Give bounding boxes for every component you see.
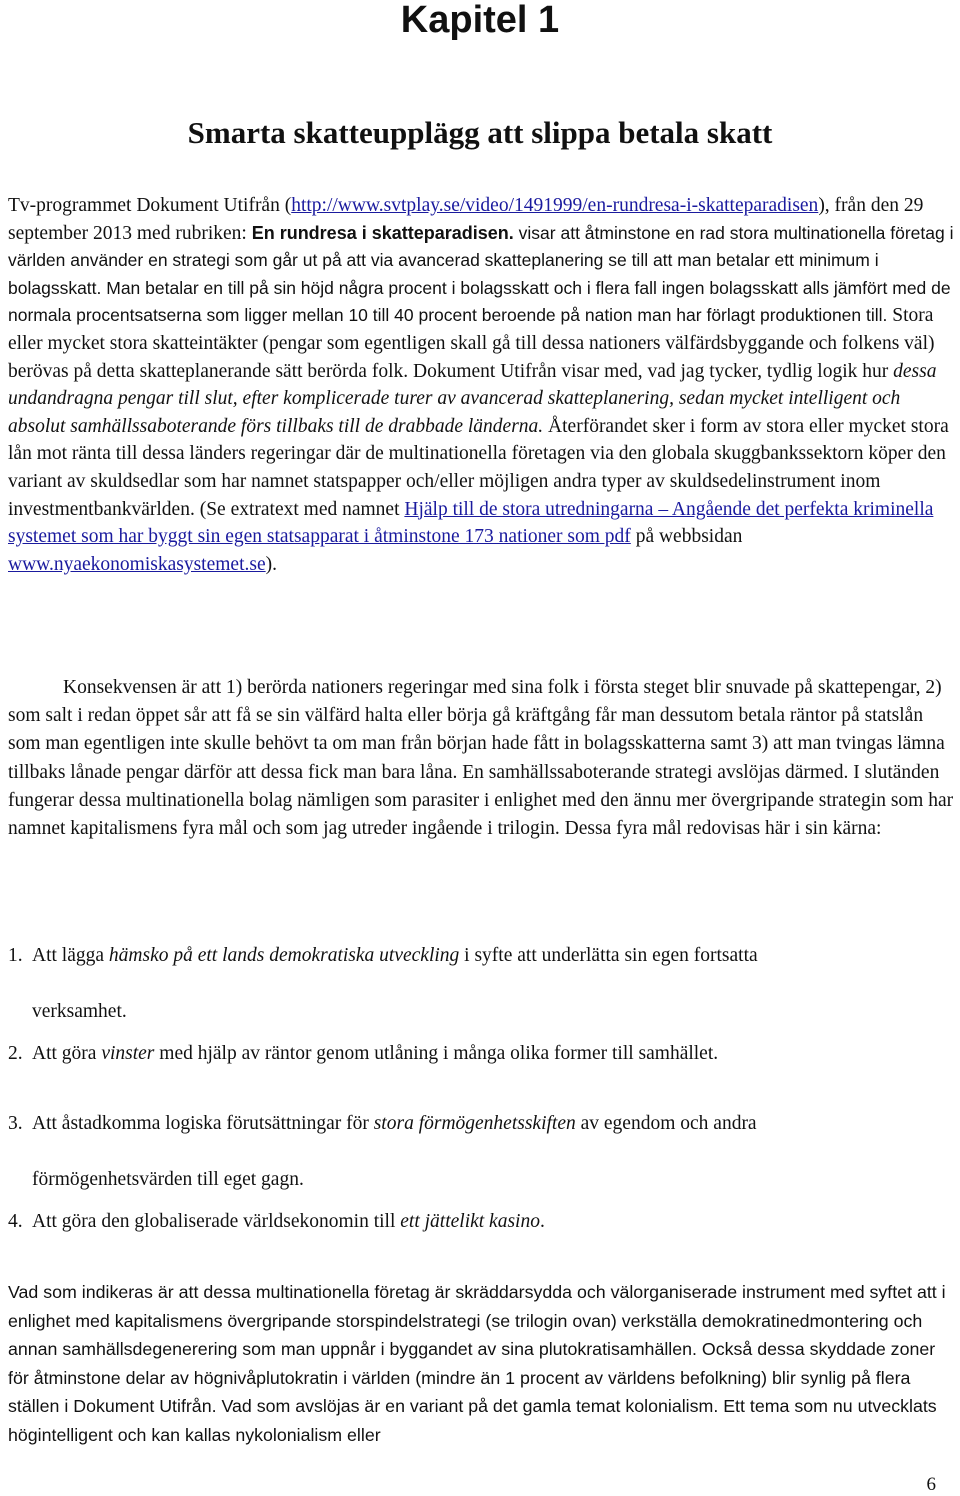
after-link-text: på webbsidan xyxy=(630,526,743,548)
list-italic: vinster xyxy=(101,1043,155,1064)
italic-text: dessa undandragna pengar till slut, efter komplicerade turer av avancerad skatteplanering, sedan mycket intelligent och absolut samhällssaboterande förs tillbaks till de drabbade länderna. xyxy=(8,360,937,437)
list-continuation: verksamhet. xyxy=(32,1001,127,1022)
list-text: Att åstadkomma logiska förutsättningar för xyxy=(32,1113,374,1134)
list-text: Att lägga xyxy=(32,945,109,966)
section-title: Smarta skatteupplägg att slippa betala skatt xyxy=(187,115,773,150)
list-text: Att göra xyxy=(32,1043,102,1064)
list-text-after: . xyxy=(539,1211,545,1232)
sans-text: visar att åtminstone en rad stora multinationella företag i världen använder en strategi som går ut på att via avancerad skatteplanering se till att man betalar ett minimum i bolagsskatt. Man betalar en till på sin höjd några procent i bolagsskatt och i flera fall ingen bolagsskatt alls jämfört med de normala procentsatserna som ligger mellan 10 till 40 procent beroende på nation man har förlagt produktionen till. xyxy=(8,222,954,326)
chapter-title: Kapitel 1 xyxy=(400,0,560,41)
list-item-4 xyxy=(8,1208,954,1236)
list-item-3 xyxy=(8,1096,954,1208)
list-number: 2. xyxy=(8,1043,23,1064)
list-text: Att göra den globaliserade världsekonomin till xyxy=(32,1211,401,1232)
list-italic: ett jättelikt kasino xyxy=(400,1211,540,1232)
list-text-after: med hjälp av räntor genom utlåning i många olika former till samhället. xyxy=(154,1043,719,1064)
website-link[interactable]: www.nyaekonomiskasystemet.se xyxy=(8,553,266,575)
paragraph-consequence xyxy=(8,674,954,843)
list-number: 4. xyxy=(8,1211,23,1232)
list-italic: stora förmögenhetsskiften xyxy=(373,1113,576,1134)
paragraph-indication: Vad som indikeras är att dessa multinationella företag är skräddarsydda och välorganiserade instrument med syftet att i enlighet med kapitalismens övergripande storspindelstrategi (se trilogin ovan) verkställa demokratinedmontering och annan samhällsdegenerering som man uppnår i byggandet av sina plutokratisamhällen. Också dessa skyddade zoner för åtminstone delar av högnivåplutokratin i världen (mindre än 1 procent av världens befolkning) blir synlig på flera ställen i Dokument Utifrån. Vad som avslöjas är en variant på det gamla temat kolonialism. Ett tema som nu utvecklats högintelligent och kan kallas nykolonialism eller xyxy=(8,1282,946,1445)
paragraph-intro xyxy=(8,192,954,578)
list-text-after: i syfte att underlätta sin egen fortsatta xyxy=(459,945,758,966)
rubric-text: En rundresa i skatteparadisen. xyxy=(251,222,514,243)
list-continuation: förmögenhetsvärden till eget gagn. xyxy=(32,1169,304,1190)
list-number: 1. xyxy=(8,945,23,966)
svtplay-link[interactable]: http://www.svtplay.se/video/1491999/en-rundresa-i-skatteparadisen xyxy=(291,195,819,216)
list-number: 3. xyxy=(8,1113,23,1134)
extratext-link[interactable]: Hjälp till de stora utredningarna – Angående det perfekta kriminella systemet som har byggt sin egen statsapparat i åtminstone 173 nationer som pdf xyxy=(8,498,934,548)
intro-text-2: ), från den 29 september 2013 med rubriken: xyxy=(8,195,924,244)
serif-text-2: Återförandet sker i form av stora eller mycket stora lån mot ränta till dessa länders regeringar där de multinationella företagen via den globala skuggbankssektorn köper den variant av skuldsedlar som har namnet statspapper och/eller möjligen andra typer av skuldsedelinstrument inom investmentbankvärlden. (Se extratext med namnet xyxy=(8,415,949,520)
end-text: ). xyxy=(265,553,277,575)
paragraph-consequence-text: Konsekvensen är att 1) berörda nationers regeringar med sina folk i första steget blir snuvade på skattepengar, 2) som salt i redan öppet sår att få se sin välfärd halta eller börja gå kräftgång får man dessutom betala räntor på statslån som man egentligen inte skulle behövt ta om man från början hade fått in bolagsskatterna samt 3) att man tvingas lämna tillbaks lånade pengar därför att dessa fick man bara låna. En samhällssaboterande strategi avslöjas därmed. I slutänden fungerar dessa multinationella bolag nämligen som parasiter i enlighet med den ännu mer övergripande strategin som har namnet kapitalismens fyra mål och som jag utreder ingående i trilogin. Dessa fyra mål redovisas här i sin kärna: xyxy=(8,677,954,840)
list-text-after: av egendom och andra xyxy=(575,1113,757,1134)
intro-text: Tv-programmet Dokument Utifrån ( xyxy=(8,195,292,216)
list-item-2 xyxy=(8,1040,954,1068)
serif-text: Stora eller mycket stora skatteintäkter (pengar som egentligen skall gå till dessa nationers välfärdsbyggande och folkens väl) berövas på detta skatteplanerande sätt berörda folk. Dokument Utifrån visar med, vad jag tycker, tydlig logik hur xyxy=(8,305,935,382)
list-italic: hämsko på ett lands demokratiska utveckling xyxy=(108,945,460,966)
list-item-1 xyxy=(8,928,954,1040)
page-number: 6 xyxy=(926,1474,936,1495)
